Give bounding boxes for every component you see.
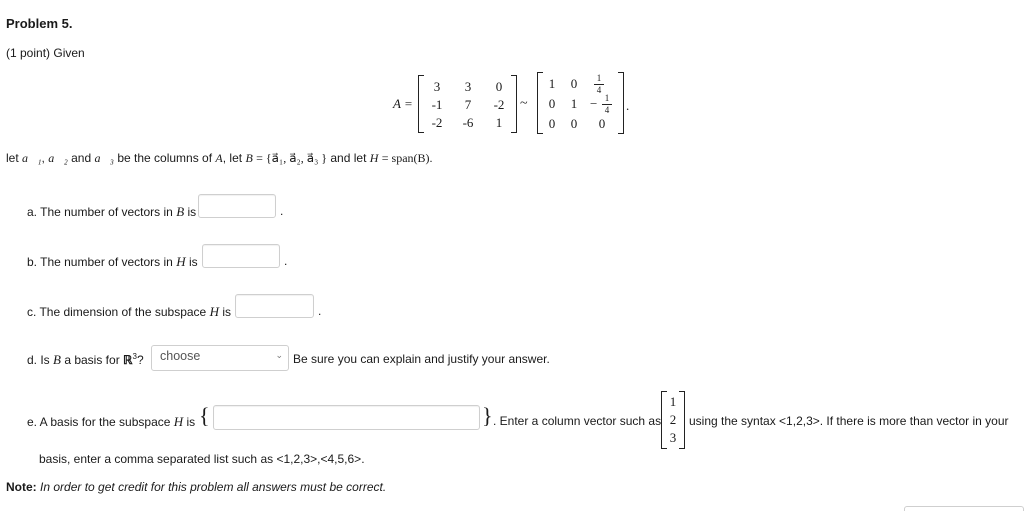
exponent: 3 [132,352,137,361]
period: . [280,204,284,218]
matrix-a-cell: -2 [431,115,443,130]
var-h: H [173,414,184,429]
answer-b-input[interactable] [202,244,280,268]
question-label: a basis for [64,353,120,367]
var-b: B [245,151,253,165]
matrix-a-cell: 0 [495,79,503,94]
frac-numerator: 1 [596,73,602,83]
matrix-a-cell: -1 [431,97,443,112]
matrix-a-cell: 3 [464,79,472,94]
vector-a3: a⃗₃ [94,151,114,165]
note-text: In order to get credit for this problem all answers must be correct. [40,480,387,494]
setup-text: , let [222,151,243,165]
matrix-r-cell: 0 [548,96,556,111]
setup-text: and [71,151,92,165]
period: . [284,254,288,268]
matrix-r-cell: 0 [548,116,556,131]
setup-text: , [41,151,45,165]
justify-note: Be sure you can explain and justify your answer. [293,352,550,366]
question-b-text [27,254,198,270]
list-hint: basis, enter a comma separated list such as <1,2,3>,<4,5,6>. [39,452,365,466]
question-label: c. The dimension of the subspace [27,305,207,319]
question-label: d. Is [27,353,50,367]
select-value: choose [160,349,201,363]
question-e-text [27,414,195,430]
var-h: H [369,151,379,165]
answer-c-input[interactable] [235,294,314,318]
vector-entry: 1 [669,394,677,409]
fraction-quarter [589,74,609,95]
setup-sentence [6,151,433,166]
setup-text: let [6,151,19,165]
answer-a-input[interactable] [198,194,276,218]
matrix-a [418,75,517,133]
matrix-a-cell: -2 [493,97,505,112]
matrix-r-cell: 0 [570,116,578,131]
matrix-reduced [537,72,624,134]
var-b: B [53,352,61,367]
question-label: a. The number of vectors in [27,205,173,219]
question-label: is [186,415,196,429]
set-definition: = {a⃗₁, a⃗₂, a⃗₃ } [256,151,328,165]
column-vector-hint: . Enter a column vector such as [493,414,662,428]
basis-input[interactable] [213,405,480,430]
question-label: ? [137,353,144,367]
vector-a1: a⃗₁ [22,151,42,165]
tilde-equivalence: ~ [520,96,528,111]
vector-a2: a⃗₂ [48,151,68,165]
var-b: B [176,204,185,219]
var-a: A [215,151,223,165]
question-label: is [188,255,198,269]
fraction-quarter [597,94,617,115]
matrix-a-cell: 7 [464,97,472,112]
left-brace: { [199,403,210,428]
setup-text: and let [330,151,367,165]
syntax-hint: using the syntax <1,2,3>. If there is more than vector in your [689,414,1009,428]
question-label: is [222,305,231,319]
period: . [318,304,322,318]
matrix-r-cell: 0 [598,116,606,131]
frac-numerator: 1 [604,93,610,103]
matrix-r-cell: 1 [548,76,556,91]
minus-sign: − [590,96,598,111]
var-h: H [209,304,219,319]
frac-denominator: 4 [596,85,602,95]
basis-select[interactable] [151,345,289,371]
question-a-text [27,204,196,220]
matrix-a-cell: 3 [433,79,441,94]
matrix-r-cell: 0 [570,76,578,91]
question-label: b. The number of vectors in [27,255,173,269]
question-label: is [187,205,197,219]
matrix-a-cell: 1 [495,115,503,130]
vector-entry: 2 [669,412,677,427]
matrix-period: . [626,98,630,113]
right-brace: } [482,403,493,428]
var-h: H [176,254,186,269]
chevron-down-icon: ⌄ [275,350,283,360]
note-label: Note: [6,480,37,494]
question-d-text [27,352,144,368]
matrix-r-cell: 1 [570,96,578,111]
matrix-a-cell: -6 [462,115,474,130]
submit-button-edge[interactable] [904,506,1024,511]
setup-text: be the columns of [117,151,213,165]
real-numbers-symbol: ℝ [123,353,133,367]
matrix-label: A = [393,96,413,111]
problem-points: (1 point) Given [6,46,85,60]
span-definition: = span(B). [381,151,433,165]
vector-entry: 3 [669,430,677,445]
problem-title: Problem 5. [6,16,73,31]
credit-note [6,480,386,494]
question-c-text [27,304,231,320]
example-column-vector [661,391,685,449]
frac-denominator: 4 [604,105,610,115]
question-label: e. A basis for the subspace [27,415,171,429]
